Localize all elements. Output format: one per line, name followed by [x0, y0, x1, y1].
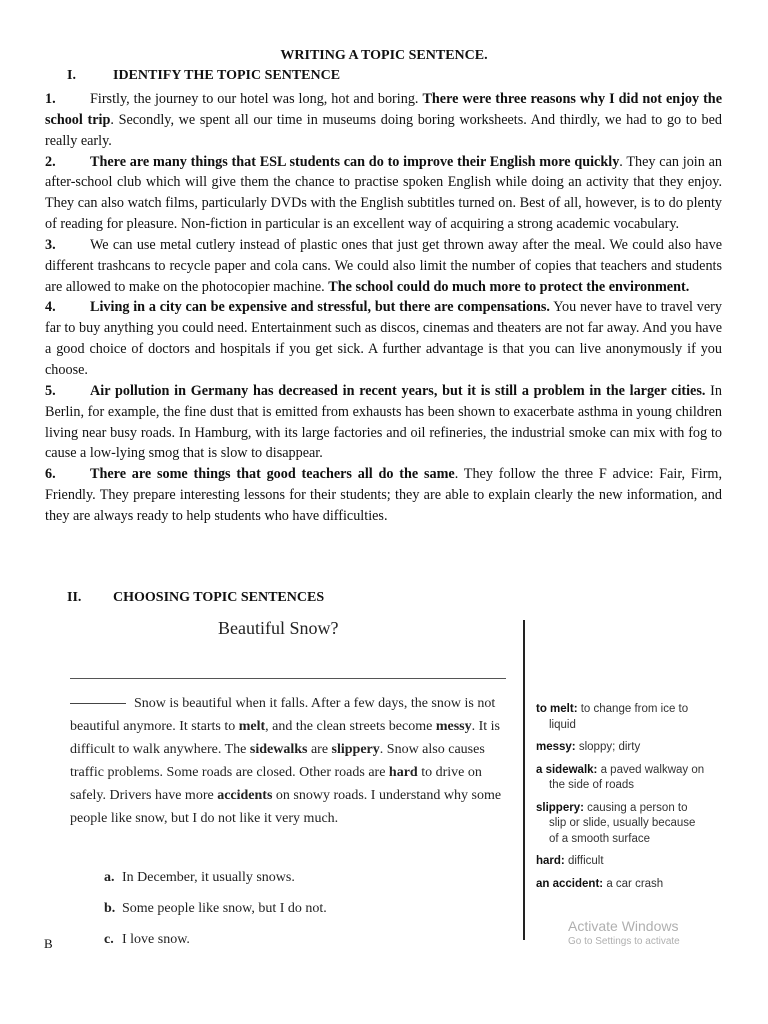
topic-sentence-blank — [70, 702, 126, 704]
item-5-number: 5. — [45, 382, 56, 399]
section-1-title: IDENTIFY THE TOPIC SENTENCE — [113, 68, 341, 83]
glossary-entry — [536, 854, 706, 870]
item-1-text-c: . Secondly, we spent all our time in museums doing boring worksheets. And thirdly, we had to go to bed really early. — [45, 111, 722, 149]
glossary — [536, 702, 706, 899]
choice-a-letter: a. — [104, 870, 115, 885]
para-part-5: . Snow also causes traffic problems. Some roads are closed. Other roads are — [70, 742, 485, 780]
item-6-number: 6. — [45, 466, 56, 483]
glossary-entry — [536, 702, 706, 733]
vocab-hard: hard — [388, 765, 418, 780]
item-4-text-b: You never have to travel very far to buy anything you could need. Entertainment such as discos, cinemas and theaters are not far away. And you have a good choice of doctors and hospitals if you get sick. A further advantage is that you can live anonymously if you choose. — [45, 299, 722, 378]
glossary-term: a sidewalk: — [536, 763, 598, 776]
glossary-definition: to change from ice to liquid — [549, 703, 689, 731]
activation-watermark — [568, 918, 680, 947]
glossary-term: hard: — [536, 855, 565, 867]
glossary-entry — [536, 740, 706, 756]
vocab-accidents: accidents — [217, 788, 273, 803]
para-part-1: Snow is beautiful when it falls. After a few days, the snow is not beautiful anymore. It starts to — [70, 696, 496, 734]
exercise-paragraph — [70, 692, 510, 830]
para-part-4: are — [307, 742, 332, 757]
item-1-text-a: Firstly, the journey to our hotel was long, hot and boring. — [90, 91, 423, 107]
para-part-2: , and the clean streets become — [265, 719, 436, 734]
exercise-title: Beautiful Snow? — [218, 618, 339, 638]
para-part-7: on snowy roads. I understand why some people like snow, but I do not like it very much. — [70, 788, 502, 826]
section-2-title: CHOOSING TOPIC SENTENCES — [113, 590, 325, 605]
item-1 — [45, 89, 722, 152]
item-3-topic-sentence: The school could do much more to protect the environment. — [328, 278, 690, 295]
item-3 — [45, 235, 722, 298]
choice-c — [104, 924, 327, 955]
section-2-number: II. — [67, 590, 82, 605]
item-1-topic-sentence: There were three reasons why I did not enjoy the school trip — [45, 91, 722, 128]
choice-list — [104, 862, 327, 955]
vocab-melt: melt — [238, 719, 266, 734]
item-2-number: 2. — [45, 153, 56, 170]
choice-a-text: In December, it usually snows. — [122, 870, 295, 885]
section-1-heading — [67, 68, 340, 84]
item-6-topic-sentence: There are some things that good teachers all do the same — [90, 466, 455, 483]
item-6-text-b: . They follow the three F advice: Fair, Firm, Friendly. They prepare interesting lessons for their students; they are able to explain clearly the new information, and they are always ready to help students who have difficulties. — [45, 466, 723, 524]
footer-mark: B — [44, 936, 53, 951]
item-2-topic-sentence: There are many things that ESL students can do to improve their English more quickly — [90, 153, 620, 170]
item-5-text-b: In Berlin, for example, the fine dust that is emitted from exhausts has been shown to exacerbate asthma in young children living near busy roads. In Hamburg, with its large factories and oil refineries, the industrial smoke can mix with fog to cause a low-lying smog that is slow to disappear. — [45, 382, 722, 462]
choice-b-letter: b. — [104, 901, 116, 916]
choice-c-letter: c. — [104, 932, 114, 947]
item-5-topic-sentence: Air pollution in Germany has decreased in recent years, but it is still a problem in the larger cities. — [90, 382, 706, 399]
answer-line — [70, 678, 506, 679]
para-part-6: to drive on safely. Drivers have more — [70, 765, 482, 803]
section-1-number: I. — [67, 68, 76, 83]
vertical-divider — [523, 620, 525, 940]
glossary-term: slippery: — [536, 801, 584, 814]
item-3-number: 3. — [45, 236, 56, 253]
item-4-topic-sentence: Living in a city can be expensive and stressful, but there are compensations. — [90, 299, 550, 316]
item-4-number: 4. — [45, 299, 56, 316]
item-3-text-a: We can use metal cutlery instead of plastic ones that just get thrown away after the meal. We could also have different trashcans to recycle paper and cola cans. We could also limit the number of copies that teachers and students are allowed to make on the photocopier machine. — [45, 236, 722, 295]
choice-a — [104, 862, 327, 893]
glossary-term: messy: — [536, 741, 576, 753]
item-4 — [45, 297, 722, 380]
item-6 — [45, 464, 722, 527]
watermark-line-1: Activate Windows — [568, 918, 679, 934]
topic-sentence-items — [45, 89, 722, 527]
choice-b — [104, 893, 327, 924]
section-2-heading — [67, 590, 324, 606]
glossary-entry — [536, 763, 706, 794]
item-5 — [45, 381, 722, 464]
glossary-term: an accident: — [536, 877, 604, 890]
glossary-term: to melt: — [536, 703, 578, 715]
glossary-definition: a paved walkway on the side of roads — [549, 763, 705, 791]
glossary-definition: difficult — [567, 855, 604, 867]
item-1-number: 1. — [45, 91, 56, 107]
vocab-slippery: slippery — [331, 742, 380, 757]
choice-b-text: Some people like snow, but I do not. — [122, 901, 327, 916]
glossary-definition: a car crash — [606, 877, 664, 890]
item-2 — [45, 152, 722, 235]
para-part-3: . It is difficult to walk anywhere. The — [70, 719, 500, 757]
item-2-text-b: . They can join an after-school club which will give them the chance to practise spoken English while doing an activity that they enjoy. They can also watch films, particularly DVDs with the English subtitles turned on. Best of all, however, is to do plenty of reading for pleasure. Non-fiction in particular is an excellent way of acquiring a strong academic vocabulary. — [45, 153, 722, 233]
page-title: WRITING A TOPIC SENTENCE. — [280, 48, 488, 63]
choice-c-text: I love snow. — [122, 932, 190, 947]
vocab-messy: messy — [435, 719, 472, 734]
glossary-entry — [536, 877, 706, 893]
watermark-line-2: Go to Settings to activate — [568, 936, 680, 947]
glossary-entry — [536, 801, 706, 848]
glossary-definition: causing a person to slip or slide, usually because of a smooth surface — [549, 801, 696, 845]
glossary-definition: sloppy; dirty — [578, 741, 641, 753]
vocab-sidewalks: sidewalks — [249, 742, 308, 757]
